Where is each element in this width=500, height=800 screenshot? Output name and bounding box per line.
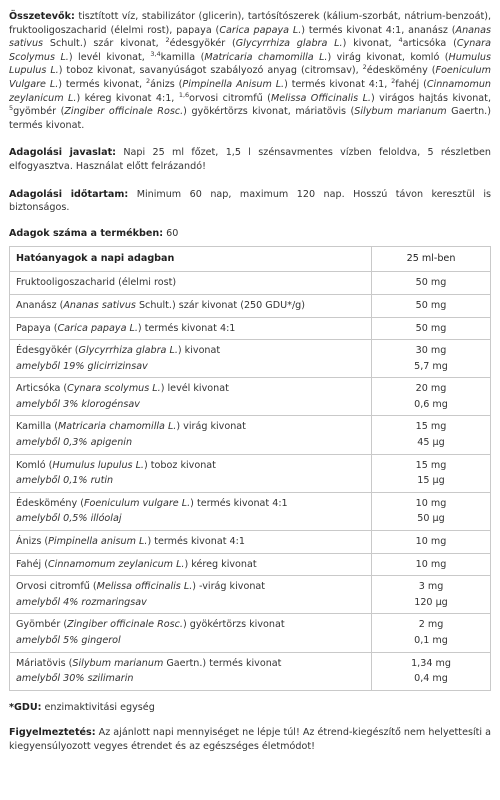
ingredients-label: Összetevők: [9,11,75,22]
ingredient-amount-cell [372,531,491,554]
ingredient-amount: 3 mg [418,581,444,593]
usage-paragraph [9,146,491,173]
warning-paragraph [9,726,491,753]
ingredient-name-cell [10,492,372,530]
ingredient-amount-cell [372,553,491,576]
ingredient-name: Komló (Humulus lupulus L.) toboz kivonat [16,459,216,471]
servings-paragraph [9,227,491,241]
table-header-name: Hatóanyagok a napi adagban [10,247,372,272]
table-row [10,272,491,295]
ingredient-amount-cell [372,454,491,492]
servings-label: Adagok száma a termékben: [9,227,164,239]
ingredient-name-cell [10,531,372,554]
table-row [10,317,491,340]
ingredients-text: tisztított víz, stabilizátor (glicerin), tartósítószerek (kálium-szorbát, nátrium-benzoát), fruktooligoszacharid (élelmi rost), papaya (Carica papaya L.) termés kivonat 4:1, ananász (Ananas sativus Schult.) szár kivonat, $^2$édesgyökér (Glycyrrhiza glabra L.) kivonat, $^4$articsóka (Cynara Scolymus L.) levél kivonat, $^{3,4}$kamilla (Matricaria chamomilla L.) virág kivonat, komló (Humulus Lupulus L.) toboz kivonat, savanyúságot szabályozó anyag (citromsav), $^2$édeskömény (Foeniculum Vulgare L.) termés kivonat, $^2$ánizs (Pimpinella Anisum L.) termés kivonat 4:1, $^2$fahéj (Cinnamomun zeylanicum L.) kéreg kivonat 4:1, $^{1,6}$orvosi citromfű (Melissa Officinalis L.) virágos hajtás kivonat, $^5$gyömbér (Zingiber officinale Rosc.) gyökértörzs kivonat, máriatövis (Silybum marianum Gaertn.) termés kivonat. [9,11,492,131]
ingredient-amount: 50 mg [415,322,447,334]
ingredient-amount: 10 mg [415,497,447,509]
active-ingredients-table [9,246,491,690]
table-row [10,294,491,317]
ingredient-name: Orvosi citromfű (Melissa officinalis L.) -virág kivonat [16,581,266,593]
table-row [10,614,491,652]
ingredient-sub-amount: 120 µg [414,596,448,608]
ingredient-sub-amount: 45 µg [417,437,445,449]
ingredient-name-cell [10,614,372,652]
footnote-label: *GDU: [9,701,42,713]
ingredient-name-cell [10,553,372,576]
ingredient-sub-component: amelyből 0,1% rutin [16,475,114,487]
ingredient-sub-component: amelyből 30% szilimarin [16,673,134,685]
ingredient-amount: 2 mg [418,619,444,631]
ingredient-amount-cell [372,378,491,416]
ingredient-amount: 30 mg [415,345,447,357]
ingredient-name-cell [10,576,372,614]
ingredient-name: Fahéj (Cinnamomum zeylanicum L.) kéreg kivonat [16,558,257,570]
table-row [10,454,491,492]
duration-label: Adagolási időtartam: [9,188,129,200]
ingredient-amount-cell [372,317,491,340]
ingredient-sub-component: amelyből 4% rozmaringsav [16,596,147,608]
servings-text: 60 [163,227,179,239]
ingredient-amount-cell [372,416,491,454]
usage-text: Napi 25 ml főzet, 1,5 l szénsavmentes vízben feloldva, 5 részletben elfogyasztva. Használat előtt felrázandó! [9,147,491,172]
ingredient-sub-amount: 50 µg [417,513,445,525]
table-row [10,492,491,530]
ingredient-name: Máriatövis (Silybum marianum Gaertn.) termés kivonat [16,657,282,669]
ingredient-amount: 50 mg [415,277,447,289]
ingredient-name-cell [10,340,372,378]
duration-text: Minimum 60 nap, maximum 120 nap. Hosszú távon keresztül is biztonságos. [9,188,491,214]
table-row [10,531,491,554]
warning-label: Figyelmeztetés: [9,727,96,739]
ingredient-amount: 50 mg [415,299,447,311]
ingredient-amount-cell [372,652,491,690]
ingredient-sub-component: amelyből 0,3% apigenin [16,437,133,449]
table-row [10,416,491,454]
table-header-amount: 25 ml-ben [372,247,491,272]
ingredient-amount-cell [372,294,491,317]
ingredient-amount-cell [372,340,491,378]
footnote-text: enzimaktivitási egység [41,701,155,713]
ingredient-name: Kamilla (Matricaria chamomilla L.) virág kivonat [16,421,246,433]
table-row [10,340,491,378]
ingredient-name-cell [10,652,372,690]
ingredient-name-cell [10,294,372,317]
ingredient-name-cell [10,272,372,295]
ingredient-amount-cell [372,614,491,652]
ingredient-amount: 15 mg [415,459,447,471]
ingredient-name-cell [10,378,372,416]
ingredient-name: Articsóka (Cynara scolymus L.) levél kivonat [16,383,229,395]
ingredient-amount: 20 mg [415,383,447,395]
ingredient-name: Gyömbér (Zingiber officinale Rosc.) gyökértörzs kivonat [16,619,285,631]
ingredient-amount: 10 mg [415,558,447,570]
ingredient-sub-component: amelyből 19% glicirrizinsav [16,360,148,372]
ingredient-name-cell [10,416,372,454]
ingredient-amount: 10 mg [415,536,447,548]
table-row [10,576,491,614]
ingredient-name: Fruktooligoszacharid (élelmi rost) [16,277,177,289]
ingredient-sub-component: amelyből 0,5% illóolaj [16,513,122,525]
ingredient-amount: 1,34 mg [411,657,451,669]
ingredient-amount-cell [372,492,491,530]
ingredient-name: Édesgyökér (Glycyrrhiza glabra L.) kivonat [16,345,221,357]
table-header-row [10,247,491,272]
ingredient-name: Édeskömény (Foeniculum vulgare L.) termés kivonat 4:1 [16,497,288,509]
duration-paragraph [9,188,491,215]
usage-label: Adagolási javaslat: [9,147,116,159]
footnote-paragraph [9,701,491,715]
warning-text: Az ajánlott napi mennyiséget ne lépje túl! Az étrend-kiegészítő nem helyettesíti a kiegyensúlyozott vegyes étrendet és az egészséges életmódot! [9,727,491,752]
ingredient-name: Papaya (Carica papaya L.) termés kivonat 4:1 [16,322,236,334]
ingredient-sub-amount: 0,1 mg [414,635,448,646]
table-row [10,652,491,690]
ingredient-amount-cell [372,576,491,614]
ingredient-amount-cell [372,272,491,295]
ingredient-sub-component: amelyből 5% gingerol [16,635,121,646]
ingredient-name: Ánizs (Pimpinella anisum L.) termés kivonat 4:1 [16,536,245,548]
ingredient-sub-amount: 15 µg [417,475,445,487]
ingredient-name-cell [10,317,372,340]
ingredient-amount: 15 mg [415,421,447,433]
ingredient-name-cell [10,454,372,492]
ingredient-sub-amount: 5,7 mg [414,360,448,372]
ingredients-paragraph [9,10,491,132]
table-row [10,553,491,576]
ingredient-sub-amount: 0,4 mg [414,673,448,685]
table-row [10,378,491,416]
ingredient-sub-amount: 0,6 mg [414,398,448,410]
ingredient-sub-component: amelyből 3% klorogénsav [16,398,140,410]
ingredient-name: Ananász (Ananas sativus Schult.) szár kivonat (250 GDU*/g) [16,299,306,311]
